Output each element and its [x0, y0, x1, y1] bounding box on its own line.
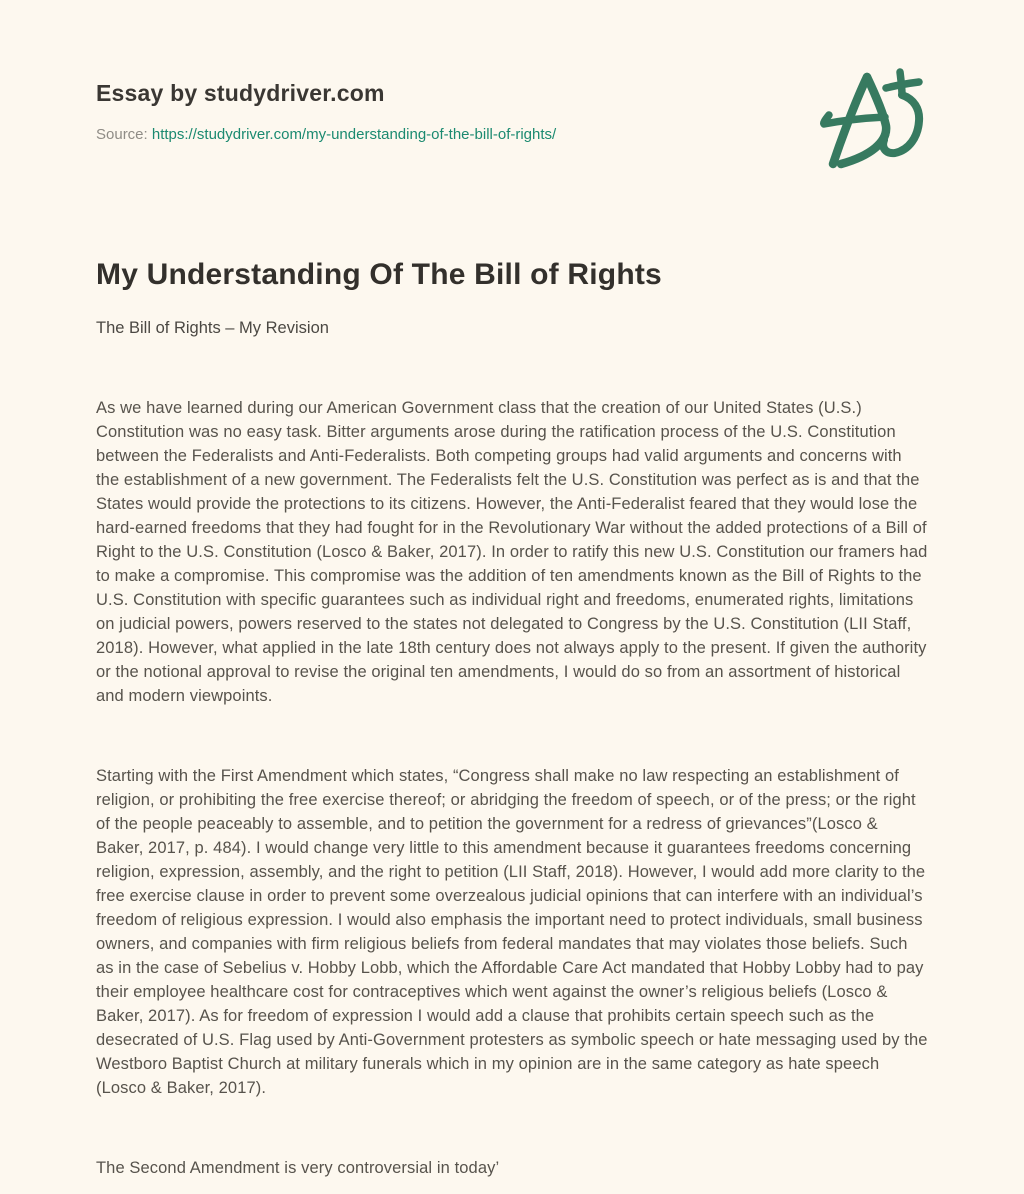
essay-paragraph-1: As we have learned during our American Government class that the creation of our United States (U.S.) Constitution was no easy task. Bitter arguments arose during the ratification process of the U.S. Constitution between the Federalists and Anti-Federalists. Both competing groups had valid arguments and concerns with the establishment of a new government. The Federalists felt the U.S. Constitution was perfect as is and that the States would provide the protections to its citizens. However, the Anti-Federalist feared that they would lose the hard-earned freedoms that they had fought for in the Revolutionary War without the added protections of a Bill of Right to the U.S. Constitution (Losco & Baker, 2017). In order to ratify this new U.S. Constitution our framers had to make a compromise. This compromise was the addition of ten amendments known as the Bill of Rights to the U.S. Constitution with specific guarantees such as individual right and freedoms, enumerated rights, limitations on judicial powers, powers reserved to the states not delegated to Congress by the U.S. Constitution (LII Staff, 2018). However, what applied in the late 18th century does not always apply to the present. If given the authority or the notional approval to revise the original ten amendments, I would do so from an assortment of historical and modern viewpoints.	[96, 399, 928, 705]
source-line	[96, 124, 929, 146]
page-content	[96, 78, 929, 1180]
source-url-link[interactable]: https://studydriver.com/my-understanding-of-the-bill-of-rights/	[151, 126, 557, 143]
essay-header-title: Essay by studydriver.com	[96, 80, 385, 106]
article-subtitle: The Bill of Rights – My Revision	[96, 319, 329, 337]
essay-paragraph-2: Starting with the First Amendment which states, “Congress shall make no law respecting an establishment of religion, or prohibiting the free exercise thereof; or abridging the freedom of speech, or of the press; or the right of the people peaceably to assemble, and to petition the government for a redress of grievances”(Losco & Baker, 2017, p. 484). I would change very little to this amendment because it guarantees freedoms concerning religion, expression, assembly, and the right to petition (LII Staff, 2018). However, I would add more clarity to the free exercise clause in order to prevent some overzealous judicial opinions that can interfere with an individual’s freedom of religious expression. I would also emphasis the important need to protect individuals, small business owners, and companies with firm religious beliefs from federal mandates that may violates those beliefs. Such as in the case of Sebelius v. Hobby Lobb, which the Affordable Care Act mandated that Hobby Lobby had to pay their employee healthcare cost for contraceptives which went against the owner’s religious beliefs (Losco & Baker, 2017). As for freedom of expression I would add a clause that prohibits certain speech such as the desecrated of U.S. Flag used by Anti-Government protesters as symbolic speech or hate messaging used by the Westboro Baptist Church at military funerals which in my opinion are in the same category as hate speech (Losco & Baker, 2017).	[96, 767, 928, 1097]
article-title: My Understanding Of The Bill of Rights	[96, 258, 662, 291]
essay-paragraph-3-truncated: The Second Amendment is very controversial in today’	[96, 1159, 500, 1177]
source-label: Source:	[96, 126, 148, 143]
essay-body	[96, 396, 929, 1180]
